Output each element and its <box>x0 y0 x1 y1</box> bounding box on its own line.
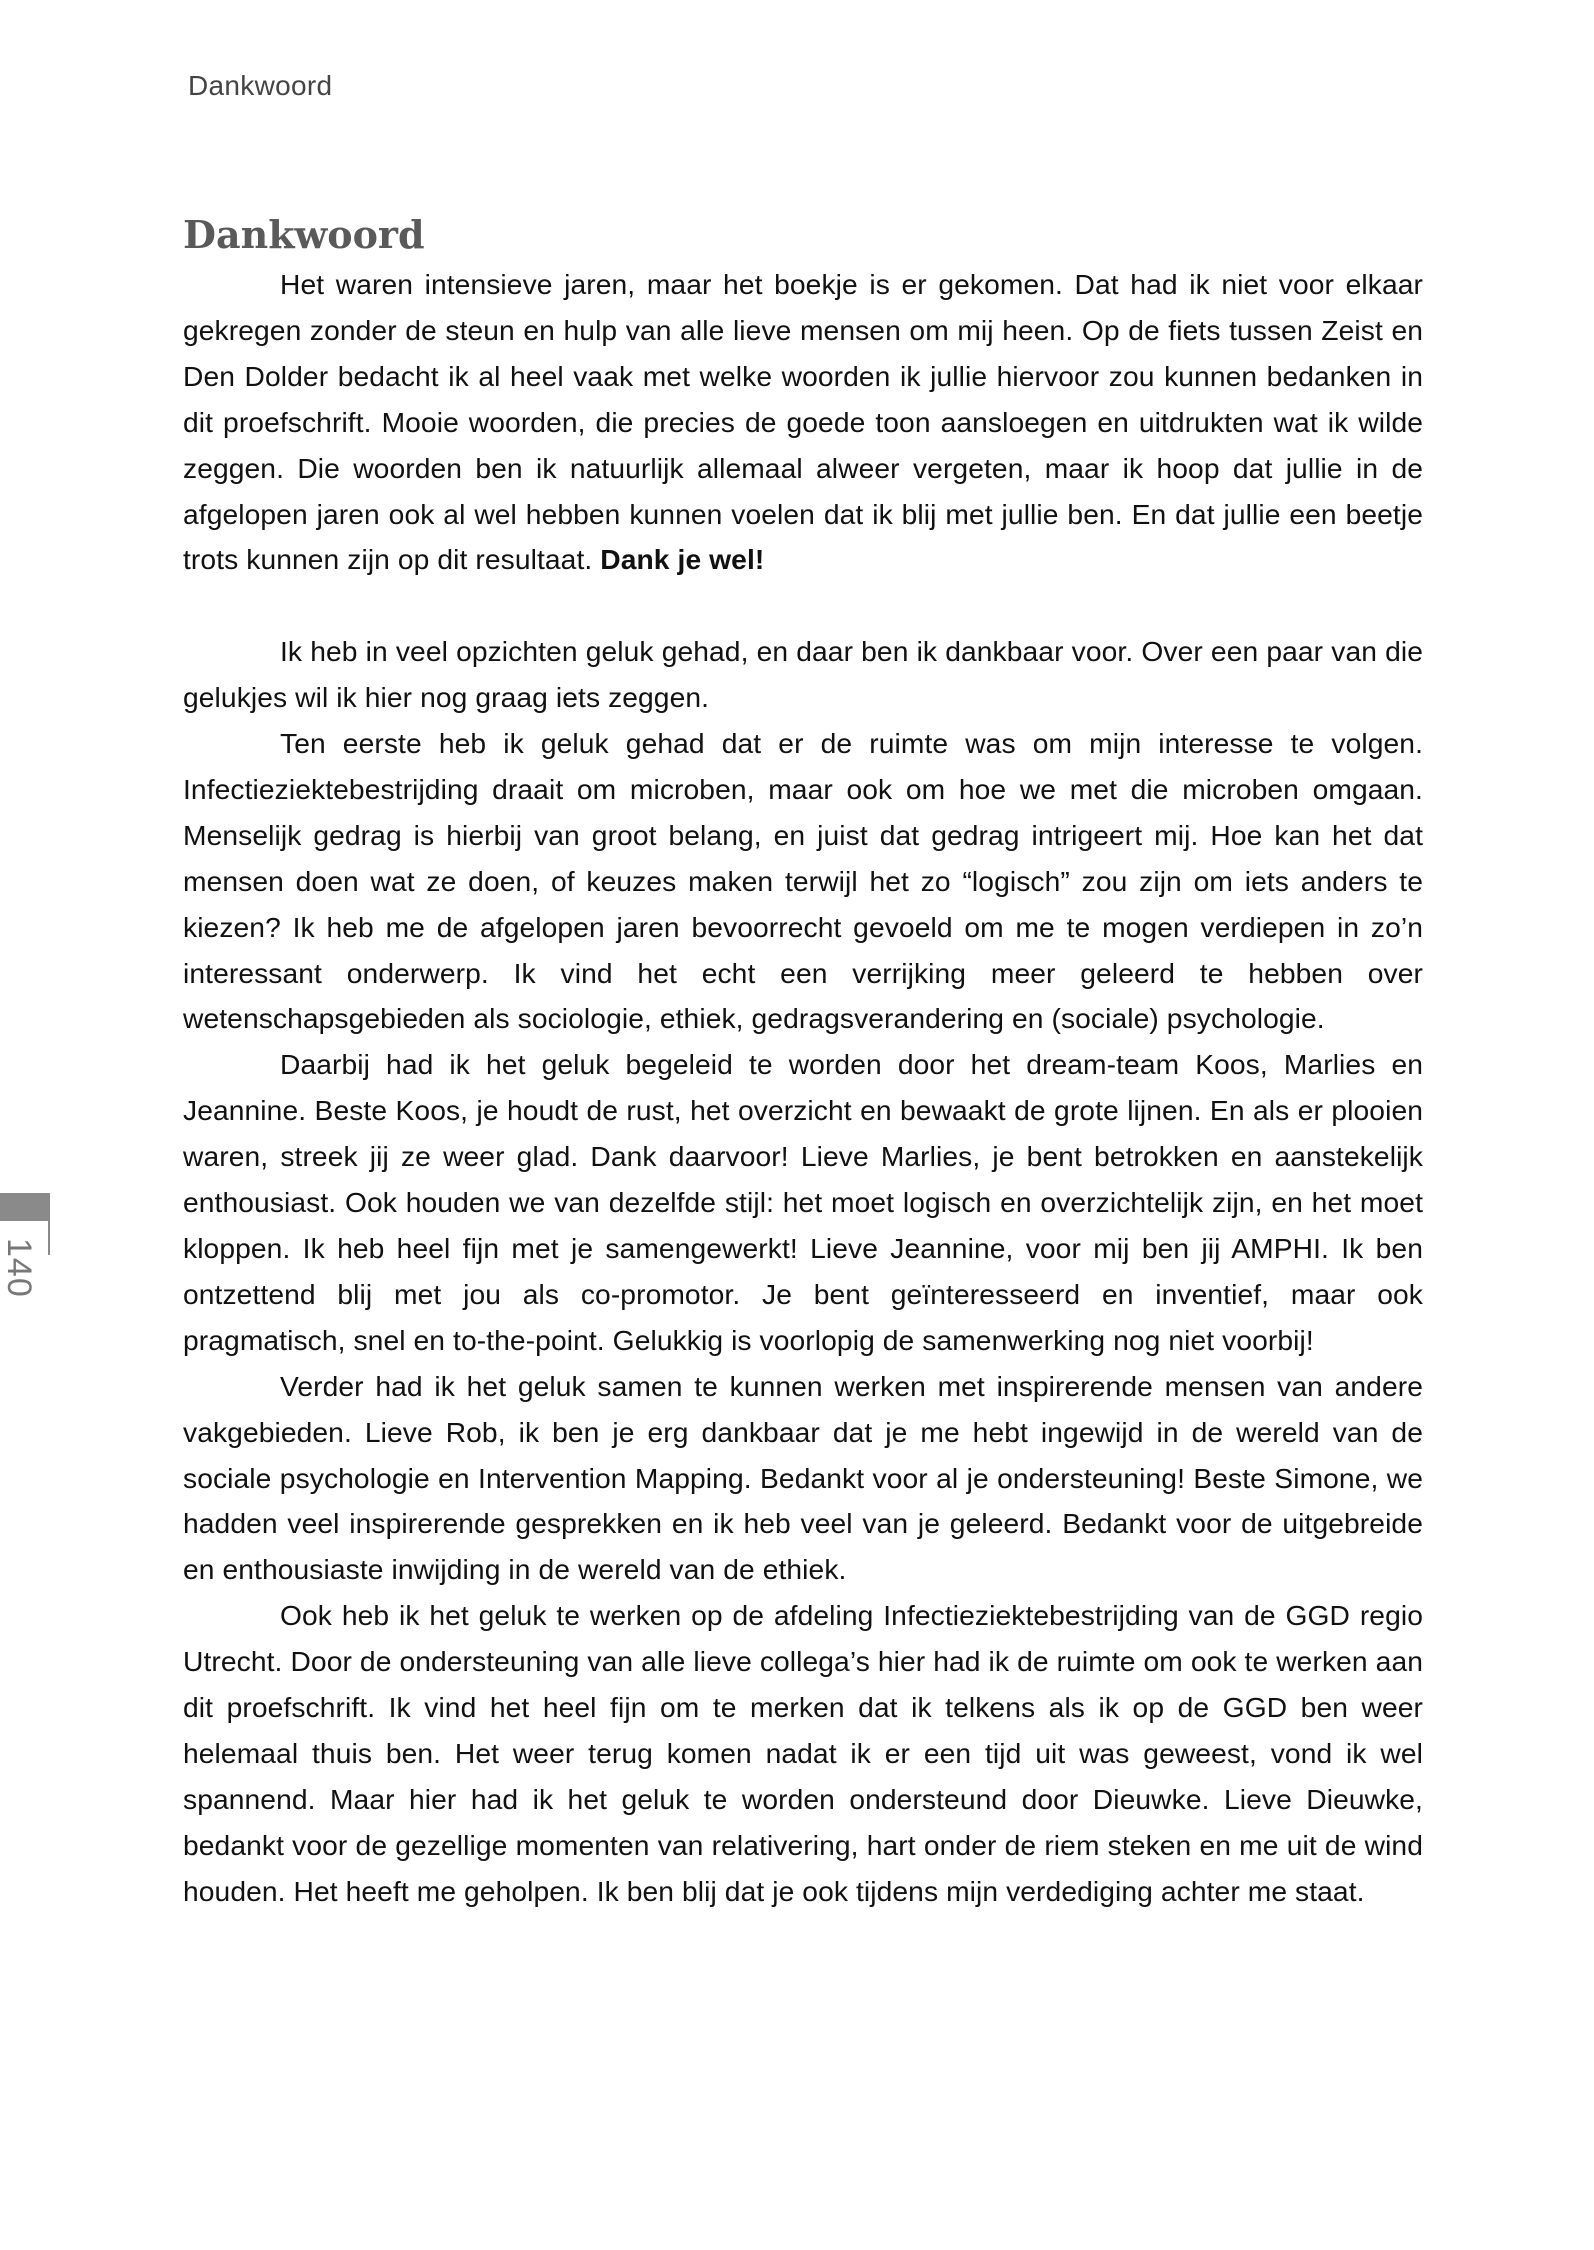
chapter-title: Dankwoord <box>183 212 425 257</box>
paragraph-6: Ook heb ik het geluk te werken op de afdeling Infectieziektebestrijding van de GGD regio Utrecht. Door de ondersteuning van alle lieve collega’s hier had ik de ruimte om ook te werken aan dit proefschrift. Ik vind het heel fijn om te merken dat ik telkens als ik op de GGD ben weer helemaal thuis ben. Het weer terug komen nadat ik er een tijd uit was geweest, vond ik wel spannend. Maar hier had ik het geluk te worden ondersteund door Dieuwke. Lieve Dieuwke, bedankt voor de gezellige momenten van relativering, hart onder de riem steken en me uit de wind houden. Het heeft me geholpen. Ik ben blij dat je ook tijdens mijn verdediging achter me staat. <box>183 1599 1423 1907</box>
paragraph-1 <box>183 262 1423 583</box>
paragraph-4: Daarbij had ik het geluk begeleid te worden door het dream-team Koos, Marlies en Jeannine. Beste Koos, je houdt de rust, het overzicht en bewaakt de grote lijnen. En als er plooien waren, streek jij ze weer glad. Dank daarvoor! Lieve Marlies, je bent betrokken en aanstekelijk enthousiast. Ook houden we van dezelfde stijl: het moet logisch en overzichtelijk zijn, en het moet kloppen. Ik heb heel fijn met je samengewerkt! Lieve Jeannine, voor mij ben jij AMPHI. Ik ben ontzettend blij met jou als co-promotor. Je bent geïnteresseerd en inventief, maar ook pragmatisch, snel en to-the-point. Gelukkig is voorlopig de samenwerking nog niet voorbij! <box>183 1048 1423 1356</box>
paragraph-2: Ik heb in veel opzichten geluk gehad, en daar ben ik dankbaar voor. Over een paar van die gelukjes wil ik hier nog graag iets zeggen. <box>183 635 1423 714</box>
paragraph-3: Ten eerste heb ik geluk gehad dat er de ruimte was om mijn interesse te volgen. Infectieziektebestrijding draait om microben, maar ook om hoe we met die microben omgaan. Menselijk gedrag is hierbij van groot belang, en juist dat gedrag intrigeert mij. Hoe kan het dat mensen doen wat ze doen, of keuzes maken terwijl het zo “logisch” zou zijn om iets anders te kiezen? Ik heb me de afgelopen jaren bevoorrecht gevoeld om me te mogen verdiepen in zo’n interessant onderwerp. Ik vind het echt een verrijking meer geleerd te hebben over wetenschapsgebieden als sociologie, ethiek, gedragsverandering en (sociale) psychologie. <box>183 727 1423 1035</box>
page-body <box>183 208 1423 1915</box>
paragraph-1-bold-thanks: Dank je wel! <box>600 543 765 576</box>
paragraph-5: Verder had ik het geluk samen te kunnen werken met inspirerende mensen van andere vakgebieden. Lieve Rob, ik ben je erg dankbaar dat je me hebt ingewijd in de wereld van de sociale psychologie en Intervention Mapping. Bedankt voor al je ondersteuning! Beste Simone, we hadden veel inspirerende gesprekken en ik heb veel van je geleerd. Bedankt voor de uitgebreide en enthousiaste inwijding in de wereld van de ethiek. <box>183 1369 1423 1586</box>
page-number: 140 <box>0 1238 38 1298</box>
running-header: Dankwoord <box>188 70 333 101</box>
page-tab-rule <box>48 1193 50 1255</box>
paragraph-1-text: Het waren intensieve jaren, maar het boekje is er gekomen. Dat had ik niet voor elkaar gekregen zonder de steun en hulp van alle lieve mensen om mij heen. Op de fiets tussen Zeist en Den Dolder bedacht ik al heel vaak met welke woorden ik jullie hiervoor zou kunnen bedanken in dit proefschrift. Mooie woorden, die precies de goede toon aansloegen en uitdrukten wat ik wilde zeggen. Die woorden ben ik natuurlijk allemaal alweer vergeten, maar ik hoop dat jullie in de afgelopen jaren ook al wel hebben kunnen voelen dat ik blij met jullie ben. En dat jullie een beetje trots kunnen zijn op dit resultaat. <box>183 268 1423 576</box>
page-tab-marker <box>0 1193 48 1221</box>
